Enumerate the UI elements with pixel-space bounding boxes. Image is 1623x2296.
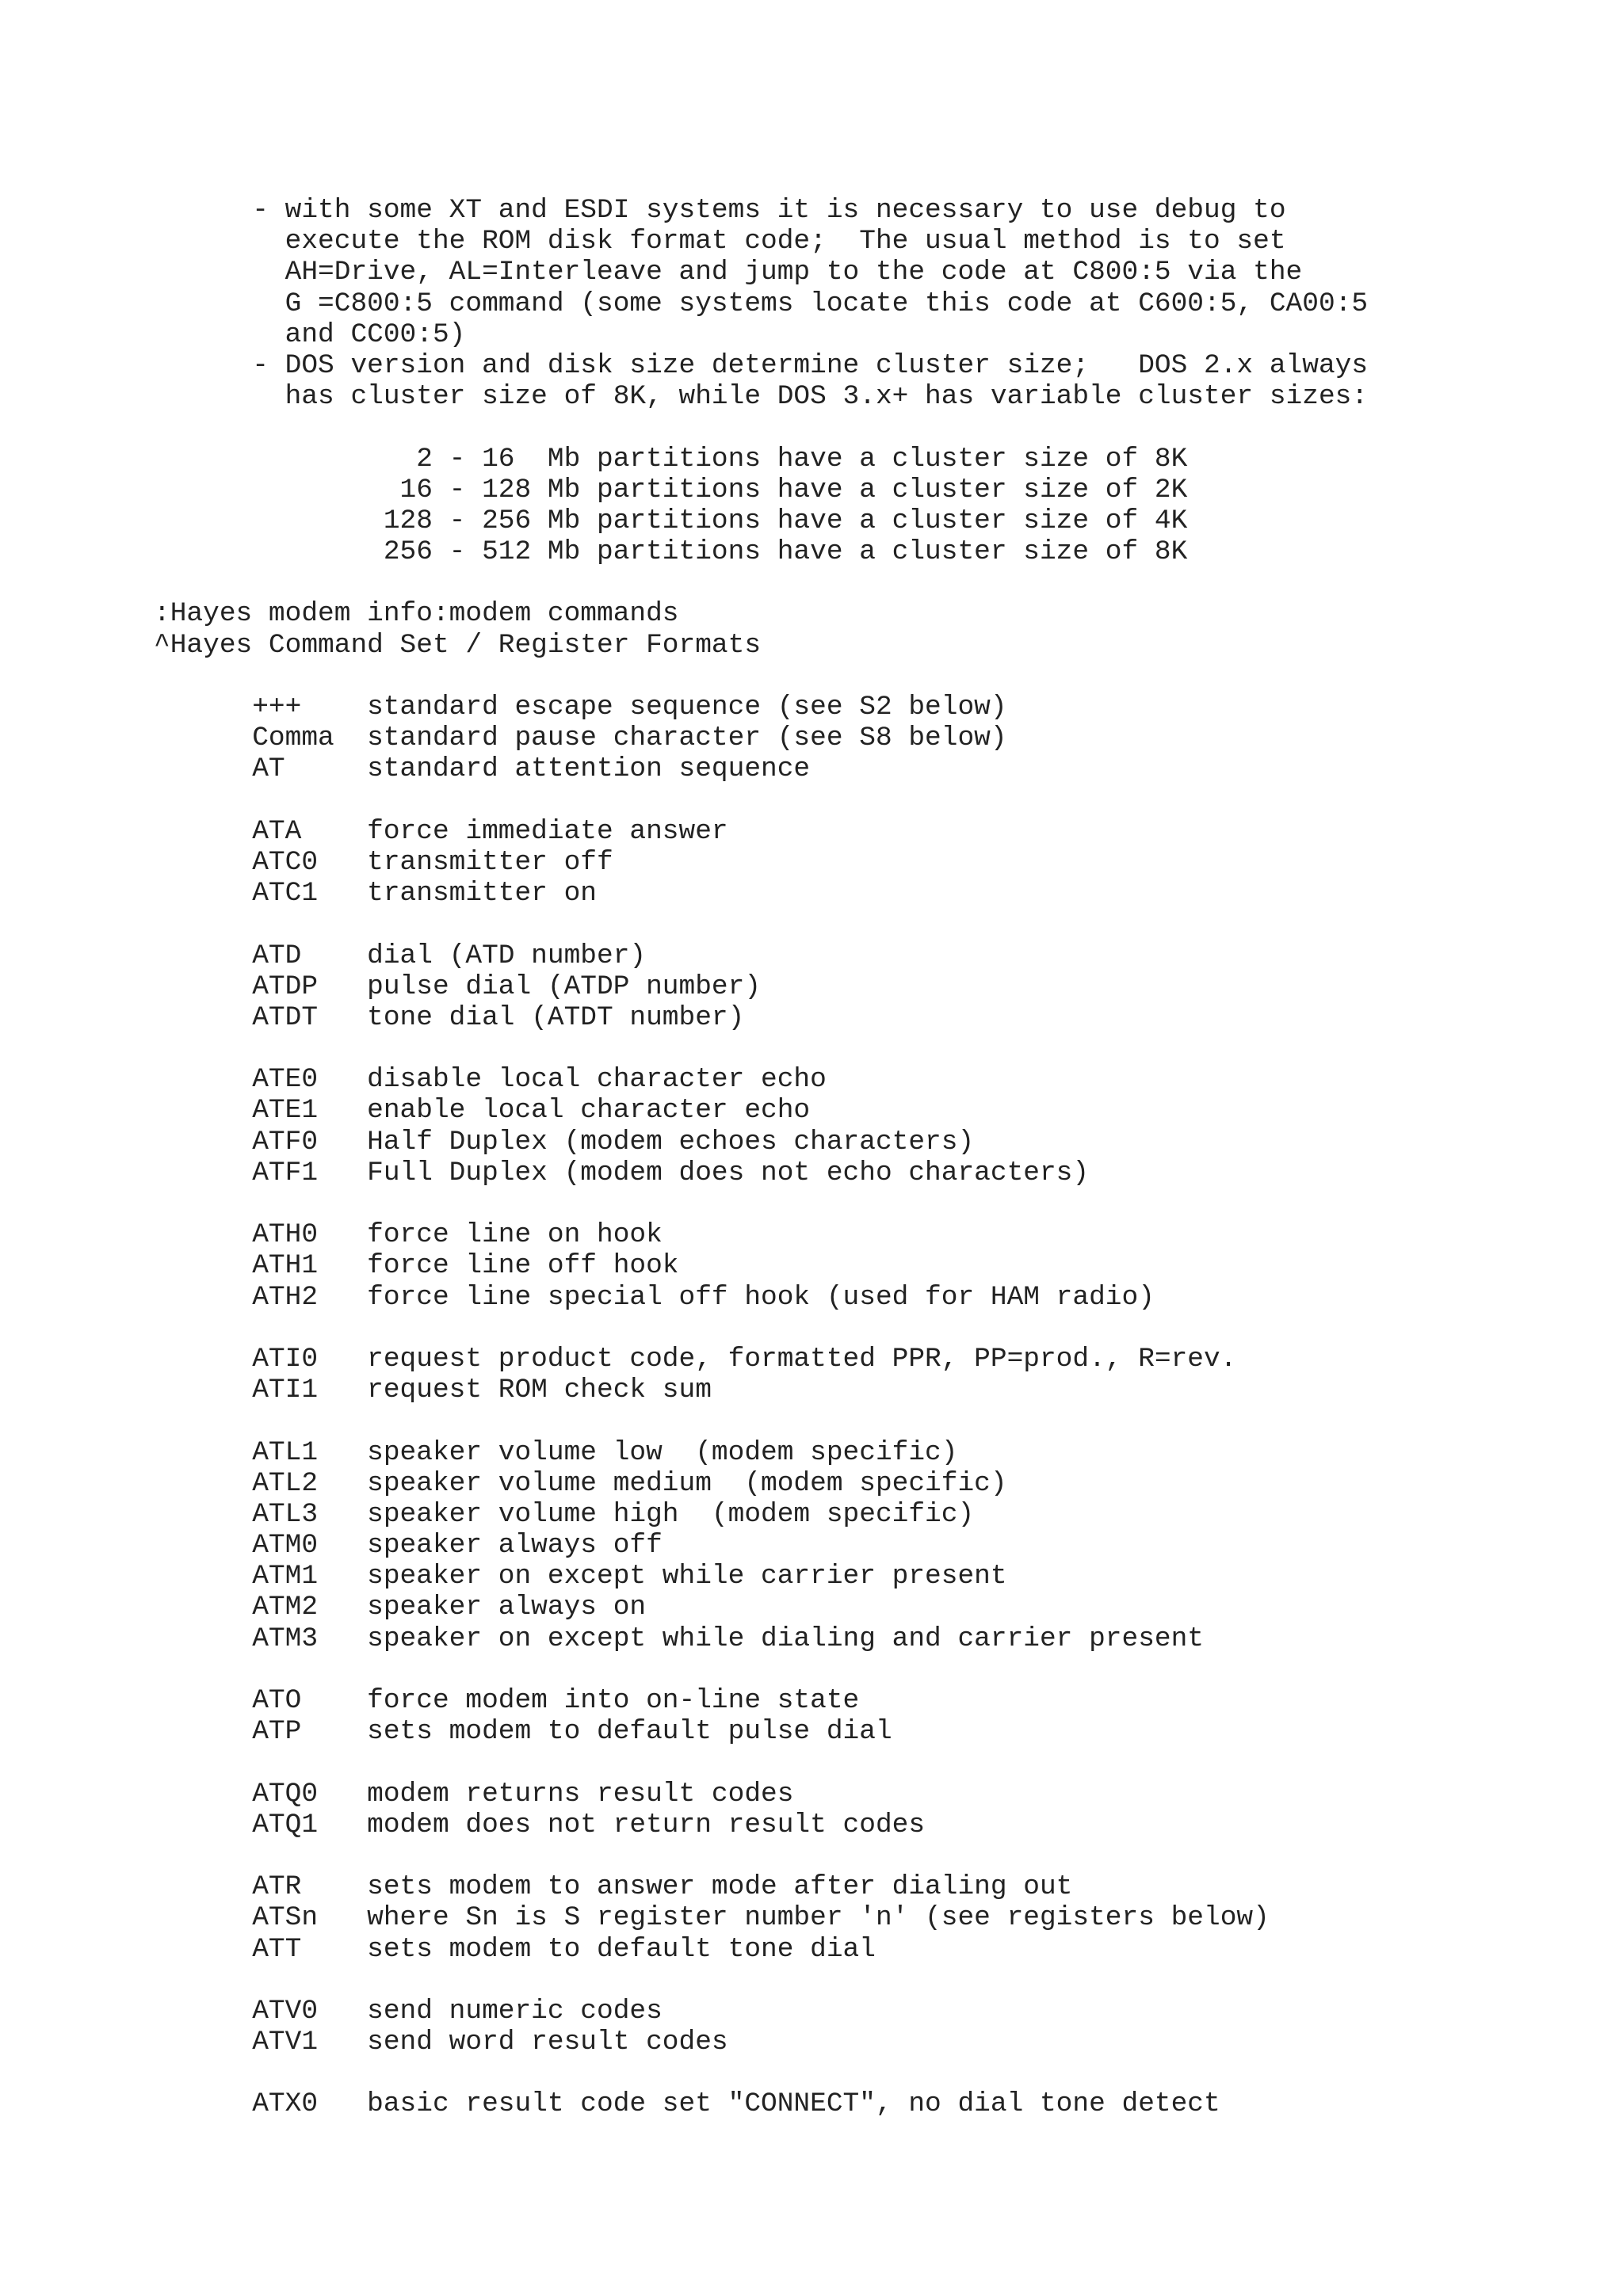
section-title: ^Hayes Command Set / Register Formats	[154, 629, 762, 661]
command-row: ATQ0 modem returns result codes	[154, 1778, 794, 1810]
command-row: ATM0 speaker always off	[154, 1530, 663, 1562]
command-row: ATI0 request product code, formatted PPR, PP=prod., R=rev.	[154, 1343, 1237, 1375]
command-row: ATL1 speaker volume low (modem specific)	[154, 1436, 958, 1468]
cluster-table-row: 16 - 128 Mb partitions have a cluster size of 2K	[154, 474, 1188, 505]
blank-line	[154, 412, 1368, 443]
command-row: ATM1 speaker on except while carrier present	[154, 1561, 1007, 1592]
blank-line	[154, 661, 1368, 692]
command-row: Comma standard pause character (see S8 below)	[154, 723, 1007, 754]
text-line: execute the ROM disk format code; The usual method is to set	[154, 226, 1286, 257]
blank-line	[154, 909, 1368, 940]
command-row: ATH1 force line off hook	[154, 1250, 679, 1282]
blank-line	[154, 1747, 1368, 1778]
blank-line	[154, 1405, 1368, 1436]
text-line: - with some XT and ESDI systems it is necessary to use debug to	[154, 195, 1286, 226]
command-row: ATE0 disable local character echo	[154, 1064, 827, 1096]
command-row: ATX0 basic result code set "CONNECT", no dial tone detect	[154, 2088, 1220, 2120]
text-line: and CC00:5)	[154, 318, 466, 350]
command-row: ATC0 transmitter off	[154, 846, 613, 878]
blank-line	[154, 1188, 1368, 1219]
command-row: ATI1 request ROM check sum	[154, 1375, 712, 1406]
command-row: ATQ1 modem does not return result codes	[154, 1809, 926, 1840]
command-row: ATL2 speaker volume medium (modem specific)	[154, 1467, 1007, 1499]
blank-line	[154, 567, 1368, 598]
cluster-table-row: 128 - 256 Mb partitions have a cluster size of 4K	[154, 505, 1188, 536]
blank-line	[154, 2058, 1368, 2088]
blank-line	[154, 1965, 1368, 1996]
command-row: ATH0 force line on hook	[154, 1219, 663, 1251]
document-body	[154, 195, 1368, 2120]
command-row: ATC1 transmitter on	[154, 878, 597, 910]
command-row: ATV0 send numeric codes	[154, 1995, 663, 2027]
blank-line	[154, 1313, 1368, 1344]
command-row: ATF0 Half Duplex (modem echoes characters)	[154, 1126, 975, 1158]
command-row: ATM3 speaker on except while dialing and carrier present	[154, 1623, 1205, 1654]
text-line: has cluster size of 8K, while DOS 3.x+ has variable cluster sizes:	[154, 381, 1369, 413]
command-row: ATT sets modem to default tone dial	[154, 1933, 876, 1965]
command-row: ATSn where Sn is S register number 'n' (see registers below)	[154, 1902, 1270, 1934]
command-row: ATA force immediate answer	[154, 815, 728, 847]
blank-line	[154, 1033, 1368, 1064]
cluster-table-row: 2 - 16 Mb partitions have a cluster size of 8K	[154, 443, 1188, 475]
text-line: - DOS version and disk size determine cluster size; DOS 2.x always	[154, 349, 1369, 381]
command-row: +++ standard escape sequence (see S2 below)	[154, 692, 1007, 723]
command-row: ATD dial (ATD number)	[154, 940, 647, 971]
command-row: ATDP pulse dial (ATDP number)	[154, 971, 762, 1002]
topic-heading: :Hayes modem info:modem commands	[154, 598, 679, 630]
text-line: G =C800:5 command (some systems locate this code at C600:5, CA00:5	[154, 288, 1369, 319]
command-row: ATR sets modem to answer mode after dialing out	[154, 1871, 1073, 1903]
command-row: ATV1 send word result codes	[154, 2027, 728, 2058]
text-line: AH=Drive, AL=Interleave and jump to the code at C800:5 via the	[154, 257, 1303, 288]
command-row: ATF1 Full Duplex (modem does not echo characters)	[154, 1157, 1090, 1188]
command-row: AT standard attention sequence	[154, 753, 811, 785]
cluster-table-row: 256 - 512 Mb partitions have a cluster size of 8K	[154, 536, 1188, 568]
blank-line	[154, 785, 1368, 816]
command-row: ATP sets modem to default pulse dial	[154, 1716, 892, 1748]
command-row: ATO force modem into on-line state	[154, 1685, 860, 1716]
command-row: ATDT tone dial (ATDT number)	[154, 1001, 745, 1033]
command-row: ATL3 speaker volume high (modem specific)	[154, 1498, 975, 1530]
blank-line	[154, 1840, 1368, 1871]
command-row: ATE1 enable local character echo	[154, 1095, 811, 1127]
command-row: ATH2 force line special off hook (used for HAM radio)	[154, 1281, 1155, 1313]
command-row: ATM2 speaker always on	[154, 1592, 647, 1623]
blank-line	[154, 1654, 1368, 1685]
